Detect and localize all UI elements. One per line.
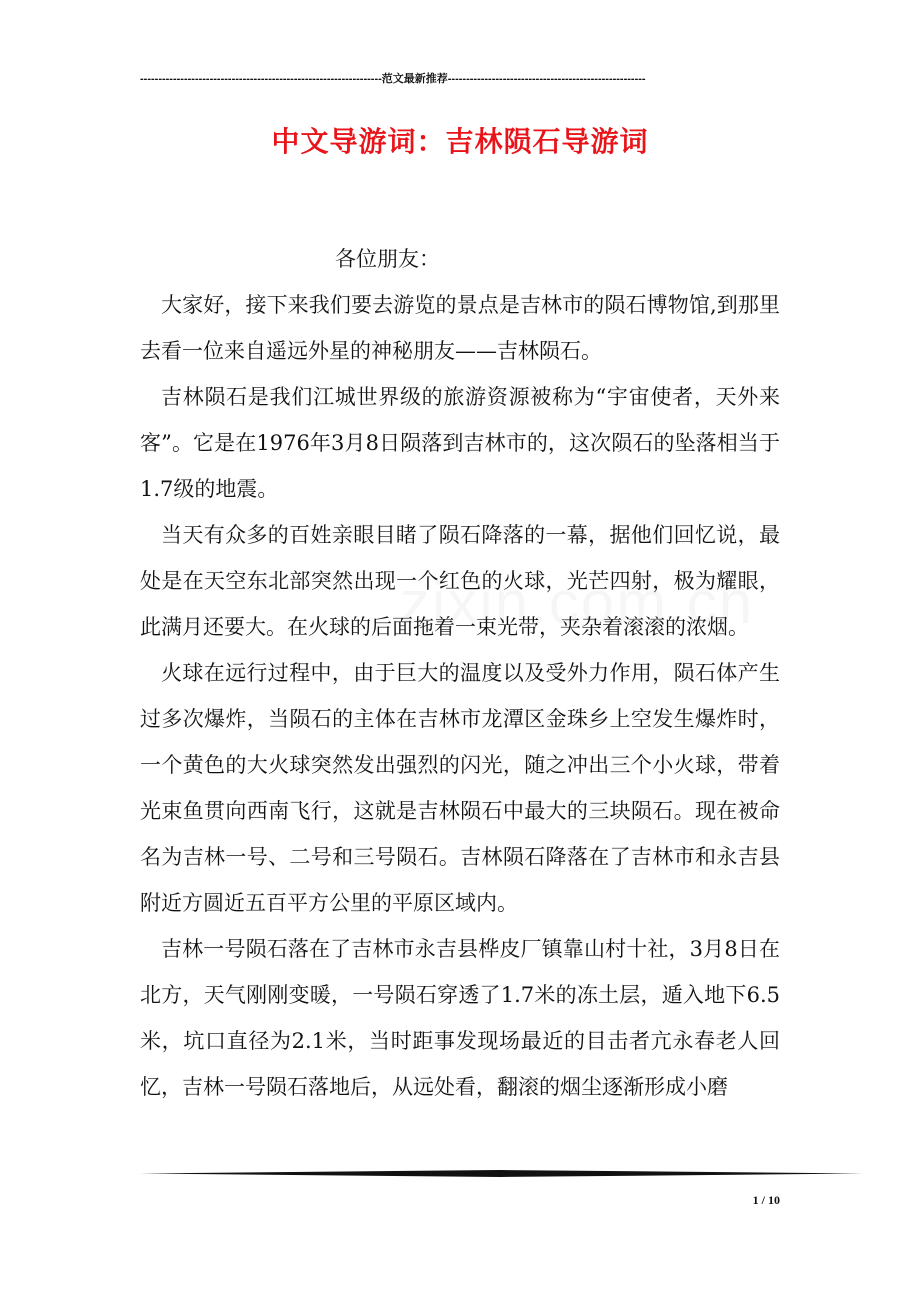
body-paragraph: 当天有众多的百姓亲眼目睹了陨石降落的一幕，据他们回忆说，最处是在天空东北部突然出现一个红色的火球，光芒四射，极为耀眼，此满月还要大。在火球的后面拖着一束光带，夹杂着滚滚的浓烟。 (140, 523, 780, 639)
body-paragraph: 火球在远行过程中，由于巨大的温度以及受外力作用，陨石体产生过多次爆炸，当陨石的主体在吉林市龙潭区金珠乡上空发生爆炸时，一个黄色的大火球突然发出强烈的闪光，随之冲出三个小火球，带着光束鱼贯向西南飞行，这就是吉林陨石中最大的三块陨石。现在被命名为吉林一号、二号和三号陨石。吉林陨石降落在了吉林市和永吉县附近方圆近五百平方公里的平原区域内。 (140, 661, 780, 915)
body-paragraph: 吉林一号陨石落在了吉林市永吉县桦皮厂镇靠山村十社，3月8日在北方，天气刚刚变暖，一号陨石穿透了1.7米的冻土层，遁入地下6.5米，坑口直径为2.1米，当时距事发现场最近的目击者亢永春老人回忆，吉林一号陨石落地后，从远处看，翻滚的烟尘逐渐形成小磨 (140, 937, 780, 1099)
header-separator-line: ------------------------------------------------------------------范文最新推荐------------------------------------------------------ (140, 73, 646, 85)
greeting-paragraph: 各位朋友： (335, 247, 440, 271)
document-body (140, 236, 780, 1110)
document-title: 中文导游词：吉林陨石导游词 (271, 125, 649, 158)
body-paragraph: 大家好，接下来我们要去游览的景点是吉林市的陨石博物馆,到那里去看一位来自遥远外星的神秘朋友——吉林陨石。 (140, 293, 780, 363)
page-number: 1 / 10 (752, 1193, 780, 1207)
body-paragraph: 吉林陨石是我们江城世界级的旅游资源被称为“宇宙使者，天外来客”。它是在1976年3月8日陨落到吉林市的，这次陨石的坠落相当于1.7级的地震。 (140, 385, 780, 501)
footer-divider (140, 1170, 863, 1177)
